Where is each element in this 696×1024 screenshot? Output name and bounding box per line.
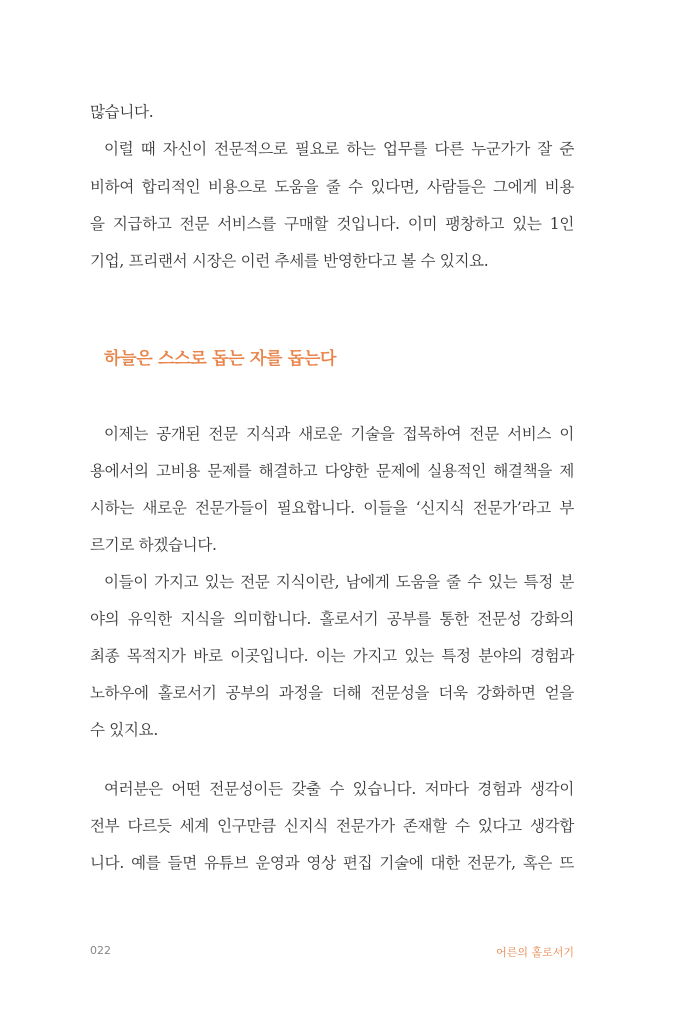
body-line: 최종 목적지가 바로 이곳입니다. 이는 가지고 있는 특정 분야의 경험과 (90, 647, 574, 665)
body-line: 수 있지요. (90, 721, 158, 739)
body-line: 이제는 공개된 전문 지식과 새로운 기술을 접목하여 전문 서비스 이 (104, 425, 574, 443)
body-line: 이럴 때 자신이 전문적으로 필요로 하는 업무를 다른 누군가가 잘 준 (104, 140, 574, 158)
body-line: 노하우에 홀로서기 공부의 과정을 더해 전문성을 더욱 강화하면 얻을 (90, 684, 574, 702)
body-line: 여러분은 어떤 전문성이든 갖출 수 있습니다. 저마다 경험과 생각이 (104, 780, 574, 798)
body-line: 비하여 합리적인 비용으로 도움을 줄 수 있다면, 사람들은 그에게 비용 (90, 178, 574, 196)
page-number: 022 (90, 944, 111, 957)
section-heading: 하늘은 스스로 돕는 자를 돕는다 (104, 349, 337, 369)
body-line: 전부 다르듯 세계 인구만큼 신지식 전문가가 존재할 수 있다고 생각합 (90, 817, 574, 835)
running-title: 어른의 홀로서기 (496, 946, 574, 959)
body-line: 야의 유익한 지식을 의미합니다. 홀로서기 공부를 통한 전문성 강화의 (90, 610, 574, 628)
body-line: 니다. 예를 들면 유튜브 운영과 영상 편집 기술에 대한 전문가, 혹은 뜨 (90, 854, 574, 872)
body-line: 용에서의 고비용 문제를 해결하고 다양한 문제에 실용적인 해결책을 제 (90, 462, 574, 480)
body-line: 이들이 가지고 있는 전문 지식이란, 남에게 도움을 줄 수 있는 특정 분 (104, 573, 574, 591)
body-line: 르기로 하겠습니다. (90, 536, 217, 554)
body-line: 시하는 새로운 전문가들이 필요합니다. 이들을 ‘신지식 전문가’라고 부 (90, 499, 574, 517)
body-line: 을 지급하고 전문 서비스를 구매할 것입니다. 이미 팽창하고 있는 1인 (90, 215, 574, 233)
body-line: 기업, 프리랜서 시장은 이런 추세를 반영한다고 볼 수 있지요. (90, 252, 489, 270)
body-line: 많습니다. (90, 103, 154, 121)
